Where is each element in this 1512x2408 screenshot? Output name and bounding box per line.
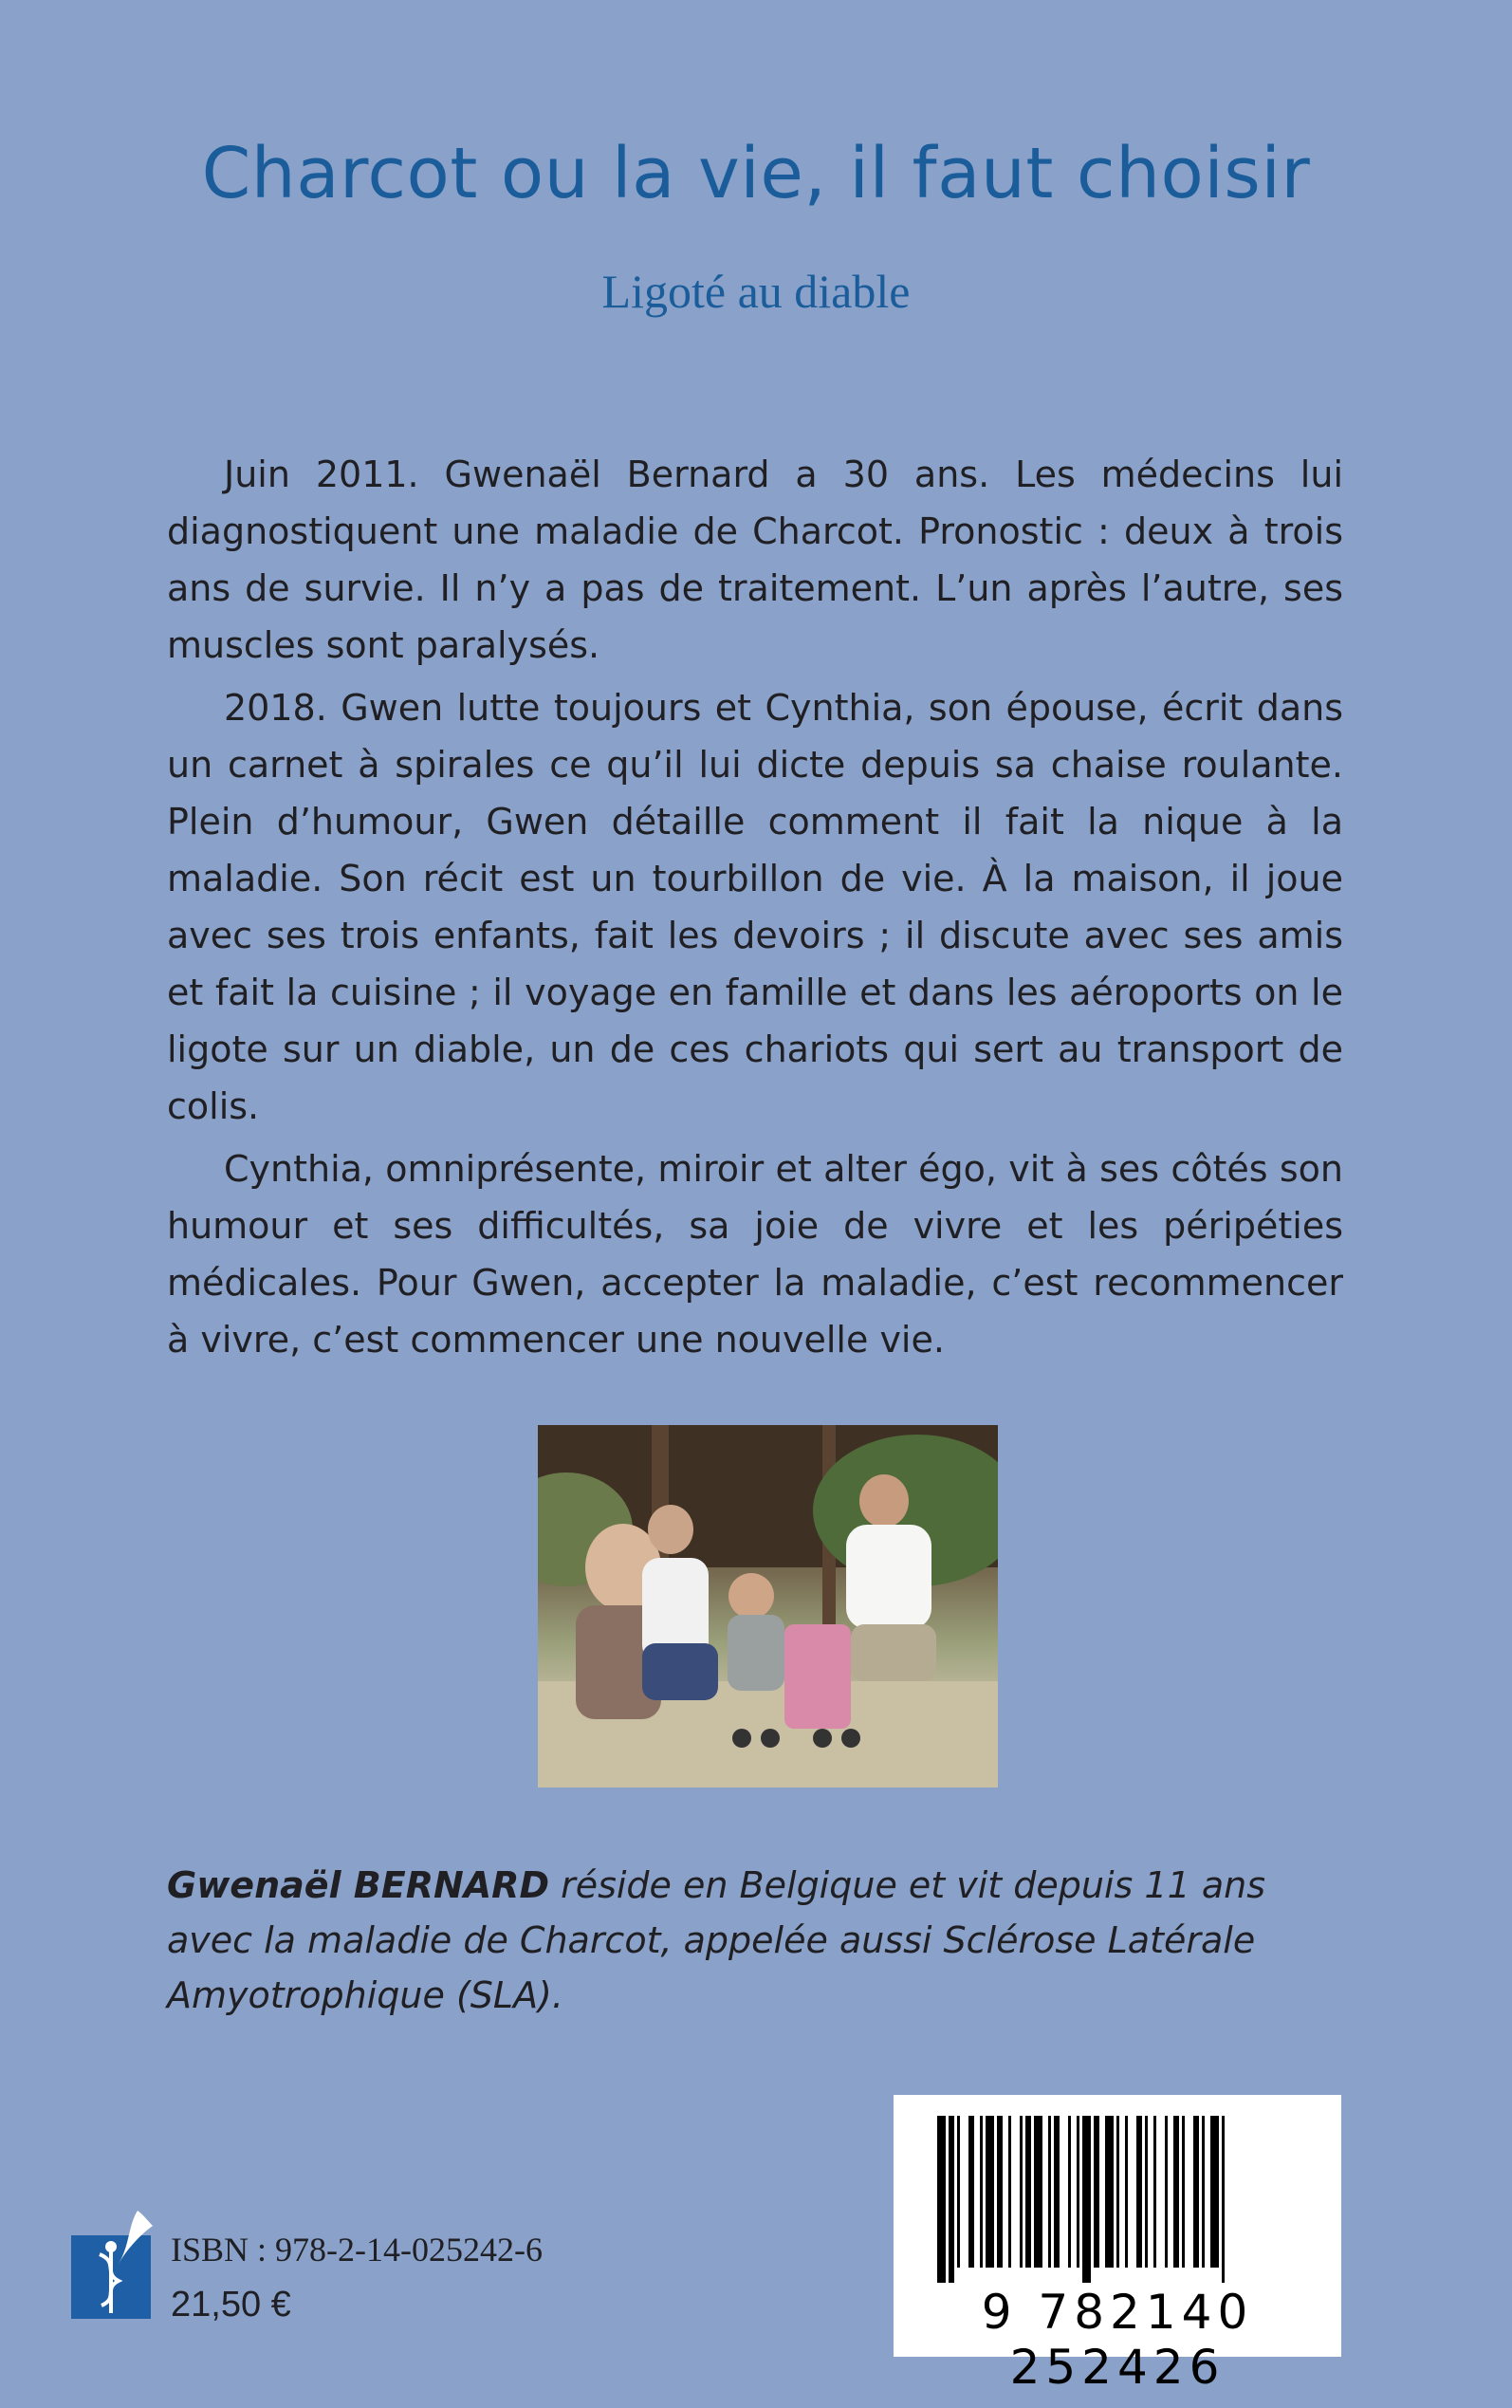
barcode-bar	[1077, 2116, 1079, 2268]
barcode-bar	[1094, 2116, 1099, 2268]
barcode-bar	[1020, 2116, 1023, 2268]
family-photo	[538, 1425, 998, 1787]
barcode-bar	[1025, 2116, 1031, 2268]
blurb-paragraph: Juin 2011. Gwenaël Bernard a 30 ans. Les médecins lui diagnostiquent une maladie de Charcot. Pronostic : deux à trois ans de survie. Il n’y a pas de traitement. L’un après l’autre, ses muscles sont paralysés.	[167, 454, 1343, 666]
barcode-bar	[949, 2116, 954, 2283]
barcode-bar	[1125, 2116, 1128, 2268]
barcode-bar	[1105, 2116, 1114, 2268]
barcode-bar	[1008, 2116, 1011, 2268]
barcode-bar	[957, 2116, 960, 2268]
book-price: 21,50 €	[171, 2285, 291, 2325]
author-bio-text: réside en Belgique et vit depuis 11 ans avec la maladie de Charcot, appelée aussi Sclérose Latérale Amyotrophique (SLA).	[167, 1864, 1266, 2016]
barcode-bar	[986, 2116, 994, 2268]
author-name: Gwenaël BERNARD	[167, 1864, 549, 1906]
book-subtitle: Ligoté au diable	[601, 265, 911, 318]
barcode-bar	[1173, 2116, 1179, 2268]
blurb-paragraph: Cynthia, omniprésente, miroir et alter égo, vit à ses côtés son humour et ses difficultés, sa joie de vivre et les péripéties médicales. Pour Gwen, accepter la maladie, c’est recommencer à vivre, c’est commencer une nouvelle vie.	[167, 1148, 1343, 1361]
barcode-bar	[1193, 2116, 1199, 2268]
barcode-bar	[997, 2116, 1003, 2268]
back-cover-blurb	[167, 446, 1343, 1374]
barcode-bar	[1145, 2116, 1148, 2268]
barcode	[894, 2095, 1341, 2395]
barcode-bar	[1136, 2116, 1142, 2268]
barcode-bar	[1165, 2116, 1168, 2268]
barcode-bar	[1222, 2116, 1225, 2283]
barcode-bar	[1054, 2116, 1060, 2268]
barcode-bar	[1210, 2116, 1219, 2268]
barcode-bar	[1202, 2116, 1205, 2268]
barcode-bar	[1153, 2116, 1156, 2268]
barcode-bar	[1048, 2116, 1051, 2268]
blurb-paragraph: 2018. Gwen lutte toujours et Cynthia, son épouse, écrit dans un carnet à spirales ce qu’il lui dicte depuis sa chaise roulante. Plein d’humour, Gwen détaille comment il fait la nique à la maladie. Son récit est un tourbillon de vie. À la maison, il joue avec ses trois enfants, fait les devoirs ; il discute avec ses amis et fait la cuisine ; il voyage en famille et dans les aéroports on le ligote sur un diable, un de ces chariots qui sert au transport de colis.	[167, 687, 1343, 1127]
barcode-bar	[980, 2116, 983, 2268]
barcode-bar	[968, 2116, 974, 2268]
book-title: Charcot ou la vie, il faut choisir	[201, 133, 1311, 214]
barcode-bar	[1034, 2116, 1042, 2268]
barcode-bars	[937, 2116, 1298, 2283]
barcode-bar	[937, 2116, 946, 2283]
barcode-digits: 9 782140 252426	[981, 2285, 1254, 2395]
publisher-logo-icon	[71, 2207, 158, 2319]
barcode-bar	[1068, 2116, 1071, 2268]
author-bio	[167, 1858, 1343, 2023]
barcode-bar	[1082, 2116, 1091, 2283]
barcode-bar	[1116, 2116, 1119, 2268]
family-photo-image	[538, 1425, 998, 1787]
isbn-number: ISBN : 978-2-14-025242-6	[171, 2231, 543, 2269]
barcode-bar	[1182, 2116, 1185, 2268]
